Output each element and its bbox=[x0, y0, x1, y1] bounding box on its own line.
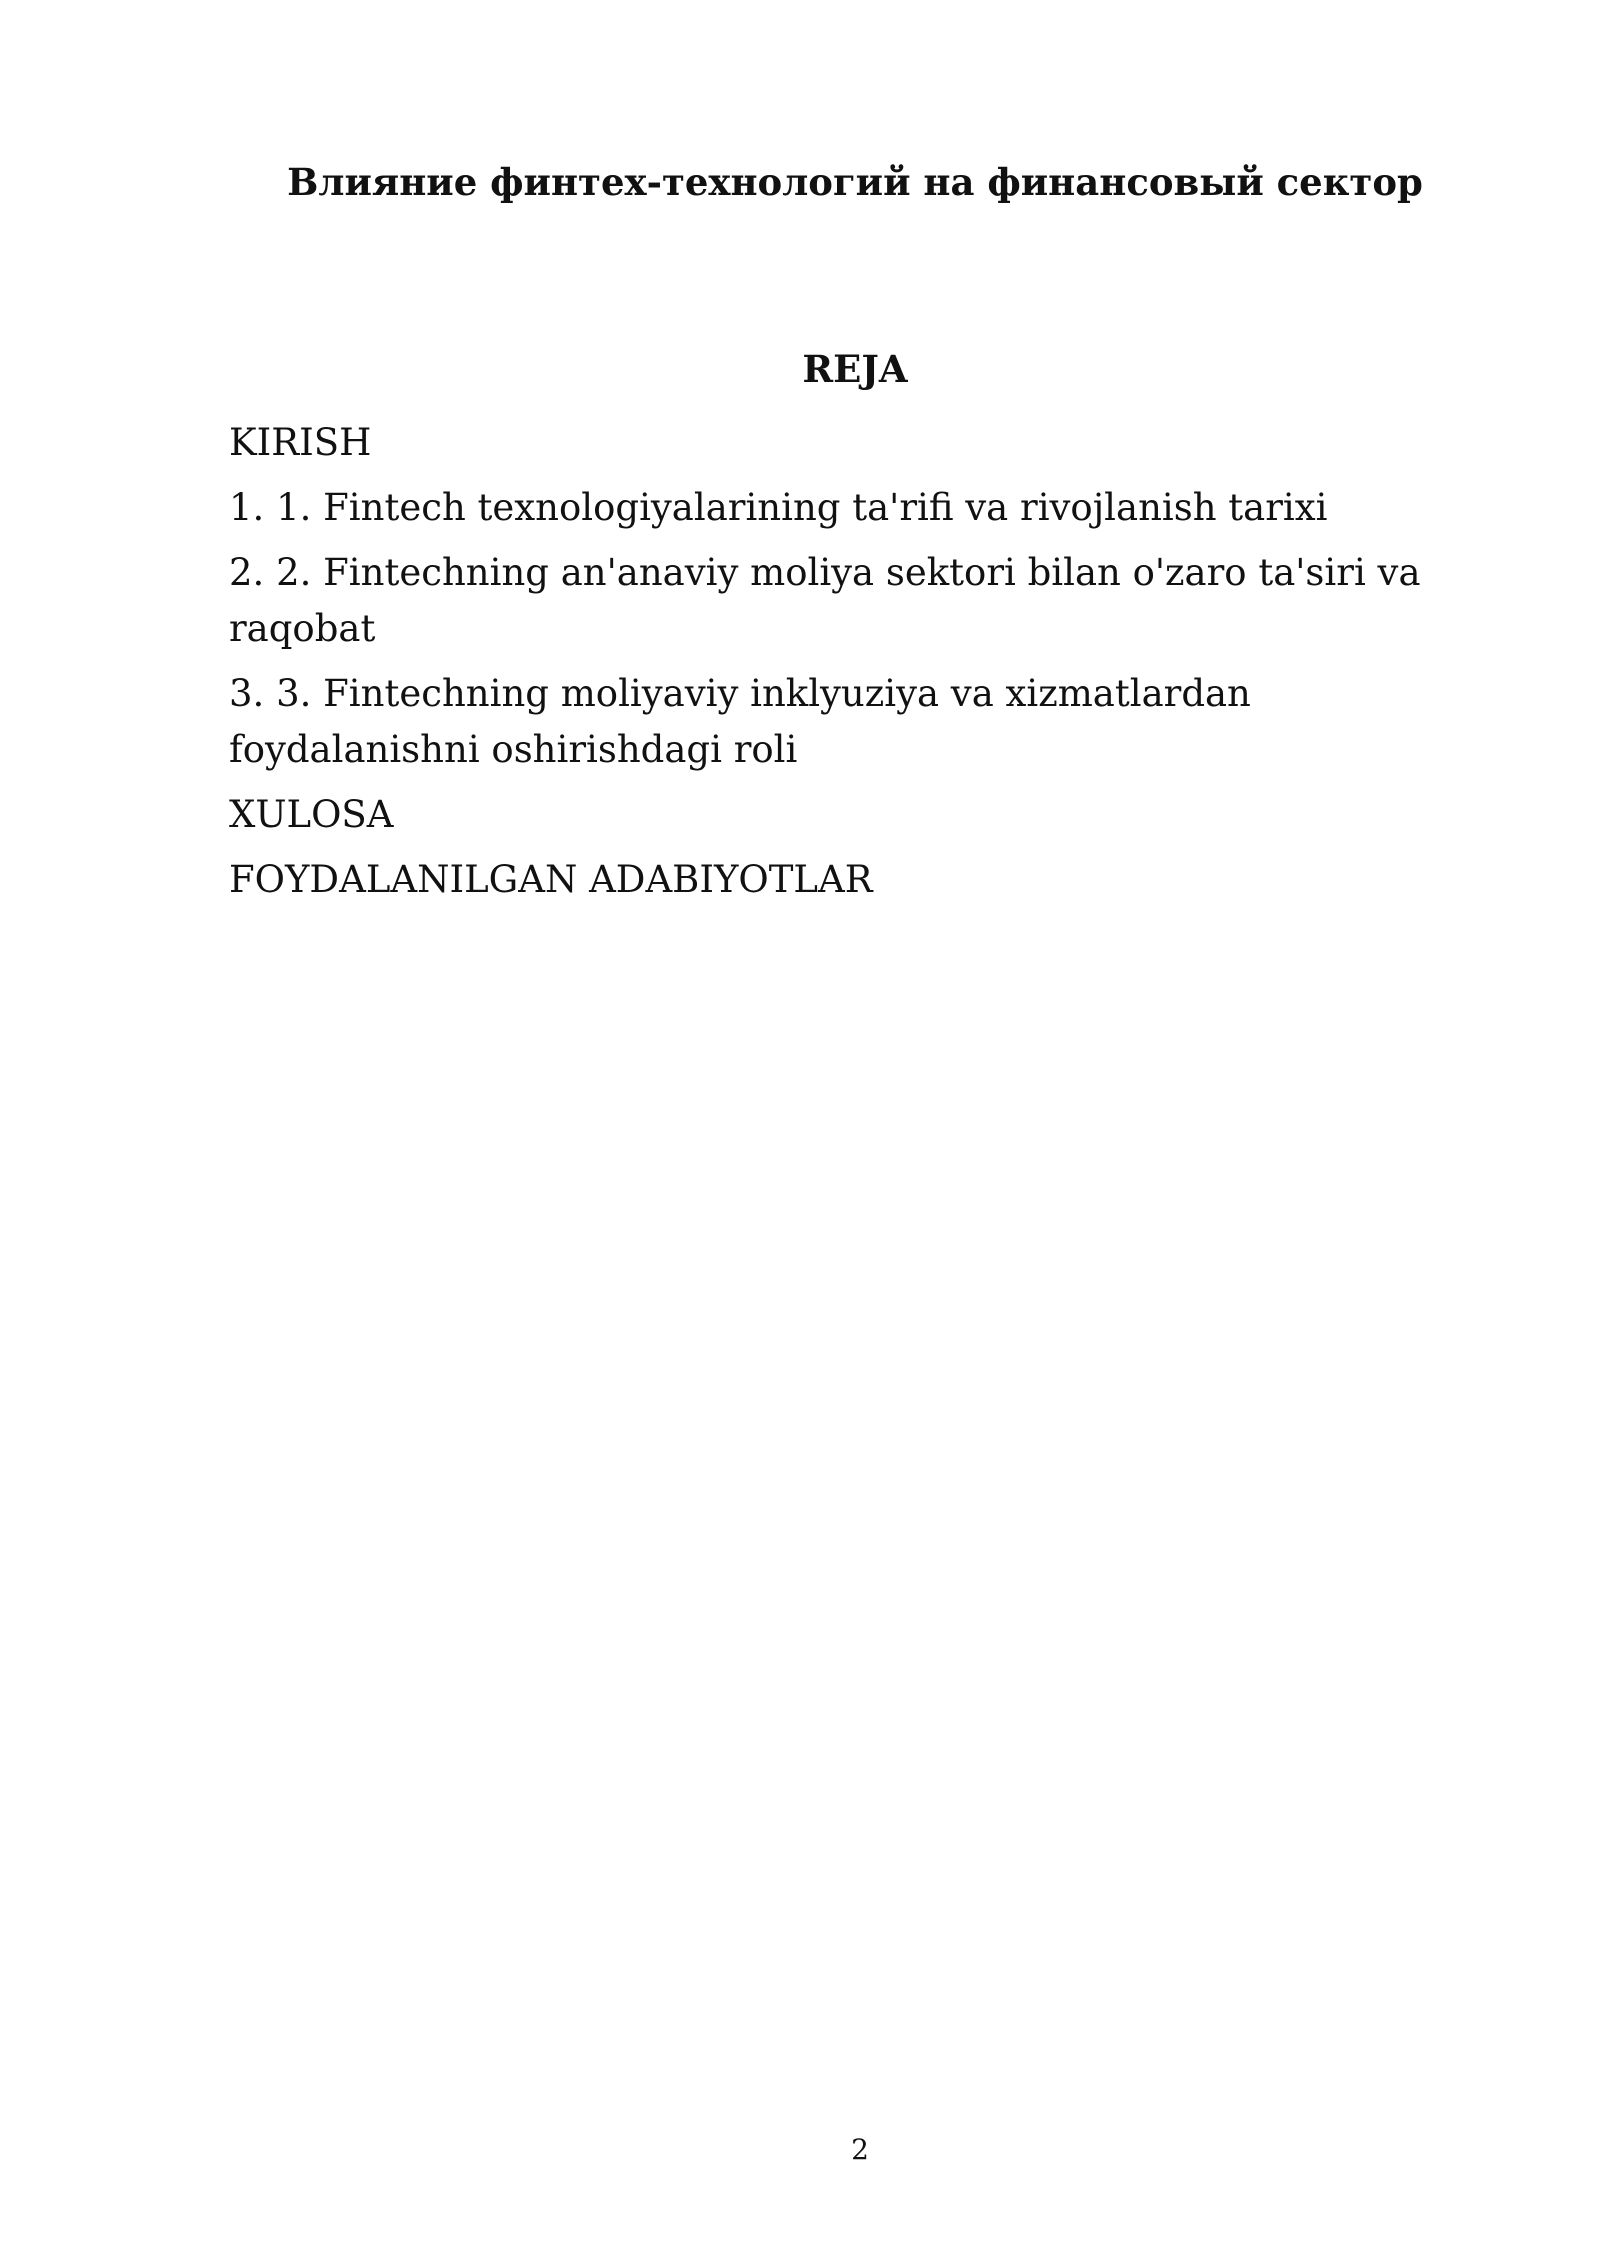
plan-heading: REJA bbox=[802, 347, 908, 391]
plan-item-chapter-1: 1. 1. Fintech texnologiyalarining ta'rifi va rivojlanish tarixi bbox=[229, 486, 1328, 529]
plan-list bbox=[229, 415, 1489, 917]
plan-item-chapter-2: 2. 2. Fintechning an'anaviy moliya sektori bilan o'zaro ta'siri va raqobat bbox=[229, 551, 1421, 650]
page-number: 2 bbox=[851, 2133, 869, 2166]
plan-item-conclusion: XULOSA bbox=[229, 793, 394, 836]
plan-item-references: FOYDALANILGAN ADABIYOTLAR bbox=[229, 858, 873, 901]
plan-item-chapter-3: 3. 3. Fintechning moliyaviy inklyuziya va xizmatlardan foydalanishni oshirishdagi roli bbox=[229, 672, 1251, 771]
document-title: Влияние финтех-технологий на финансовый сектор bbox=[287, 160, 1423, 204]
plan-item-introduction: KIRISH bbox=[229, 421, 372, 464]
